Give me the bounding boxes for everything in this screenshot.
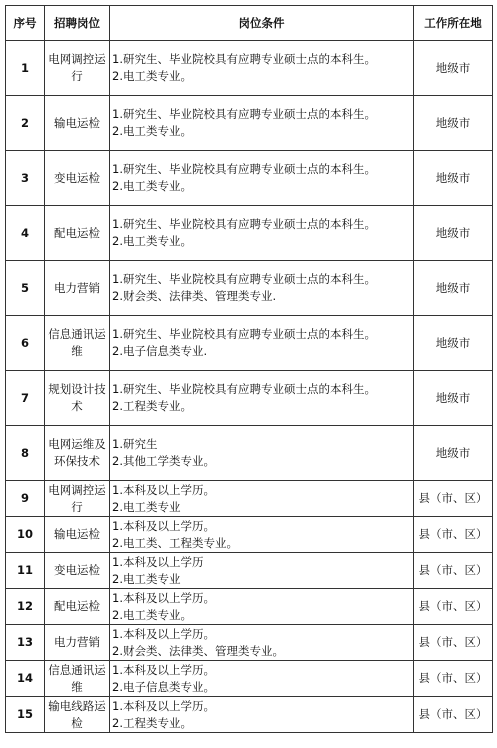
table-row: [6, 481, 493, 517]
condition-line-2: 2.电子信息类专业。: [112, 679, 215, 694]
cell-position: 信息通讯运维: [45, 661, 110, 697]
cell-conditions: [110, 481, 414, 517]
cell-location: 地级市: [414, 41, 493, 96]
cell-no: 5: [6, 261, 45, 316]
condition-line-1: 1.研究生、毕业院校具有应聘专业硕士点的本科生。: [112, 382, 376, 396]
condition-line-1: 1.本科及以上学历。: [112, 698, 215, 713]
condition-line-1: 1.本科及以上学历。: [112, 482, 215, 497]
condition-line-1: 1.本科及以上学历。: [112, 662, 215, 677]
table-row: [6, 553, 493, 589]
cell-position: 电力营销: [45, 261, 110, 316]
table-row: [6, 316, 493, 371]
cell-position: 变电运检: [45, 553, 110, 589]
cell-no: 9: [6, 481, 45, 517]
header-conditions: 岗位条件: [110, 6, 414, 41]
condition-line-1: 1.本科及以上学历。: [112, 518, 215, 533]
cell-conditions: [110, 261, 414, 316]
cell-position: 规划设计技术: [45, 371, 110, 426]
cell-conditions: [110, 426, 414, 481]
cell-location: 地级市: [414, 206, 493, 261]
condition-line-1: 1.本科及以上学历。: [112, 590, 215, 605]
cell-no: 11: [6, 553, 45, 589]
cell-conditions: [110, 371, 414, 426]
cell-no: 13: [6, 625, 45, 661]
table-row: [6, 697, 493, 733]
cell-no: 14: [6, 661, 45, 697]
table-row: [6, 371, 493, 426]
condition-line-2: 2.电工类专业。: [112, 234, 192, 248]
condition-line-2: 2.电工类专业。: [112, 69, 192, 83]
cell-conditions: [110, 151, 414, 206]
condition-line-2: 2.电工类专业。: [112, 179, 192, 193]
cell-location: 县（市、区）: [414, 481, 493, 517]
cell-location: 县（市、区）: [414, 661, 493, 697]
condition-line-2: 2.工程类专业。: [112, 399, 192, 413]
cell-no: 7: [6, 371, 45, 426]
cell-conditions: [110, 553, 414, 589]
condition-line-1: 1.研究生、毕业院校具有应聘专业硕士点的本科生。: [112, 272, 376, 286]
cell-position: 电网调控运行: [45, 481, 110, 517]
cell-no: 8: [6, 426, 45, 481]
cell-position: 信息通讯运维: [45, 316, 110, 371]
table-row: [6, 206, 493, 261]
cell-no: 15: [6, 697, 45, 733]
table-row: [6, 661, 493, 697]
cell-conditions: [110, 316, 414, 371]
condition-line-1: 1.本科及以上学历。: [112, 626, 215, 641]
cell-location: 地级市: [414, 426, 493, 481]
header-row: [6, 6, 493, 41]
cell-no: 3: [6, 151, 45, 206]
cell-no: 4: [6, 206, 45, 261]
condition-line-2: 2.财会类、法律类、管理类专业.: [112, 289, 277, 303]
cell-no: 6: [6, 316, 45, 371]
table-row: [6, 261, 493, 316]
cell-position: 输电运检: [45, 517, 110, 553]
cell-position: 电网调控运行: [45, 41, 110, 96]
cell-no: 1: [6, 41, 45, 96]
table-row: [6, 41, 493, 96]
cell-location: 县（市、区）: [414, 697, 493, 733]
table-row: [6, 151, 493, 206]
condition-line-2: 2.其他工学类专业。: [112, 454, 215, 468]
condition-line-1: 1.研究生: [112, 437, 158, 451]
cell-conditions: [110, 589, 414, 625]
cell-location: 县（市、区）: [414, 589, 493, 625]
cell-position: 输电线路运检: [45, 697, 110, 733]
cell-position: 电力营销: [45, 625, 110, 661]
condition-line-2: 2.电子信息类专业.: [112, 344, 208, 358]
condition-line-1: 1.研究生、毕业院校具有应聘专业硕士点的本科生。: [112, 162, 376, 176]
cell-location: 地级市: [414, 261, 493, 316]
cell-location: 县（市、区）: [414, 517, 493, 553]
condition-line-1: 1.研究生、毕业院校具有应聘专业硕士点的本科生。: [112, 217, 376, 231]
cell-position: 变电运检: [45, 151, 110, 206]
cell-conditions: [110, 41, 414, 96]
condition-line-1: 1.本科及以上学历: [112, 554, 204, 569]
table-header: [6, 6, 493, 41]
table-row: [6, 426, 493, 481]
condition-line-1: 1.研究生、毕业院校具有应聘专业硕士点的本科生。: [112, 327, 376, 341]
condition-line-1: 1.研究生、毕业院校具有应聘专业硕士点的本科生。: [112, 52, 376, 66]
cell-position: 配电运检: [45, 206, 110, 261]
condition-line-2: 2.电工类专业: [112, 499, 181, 514]
condition-line-2: 2.电工类专业。: [112, 124, 192, 138]
cell-conditions: [110, 517, 414, 553]
cell-location: 县（市、区）: [414, 625, 493, 661]
condition-line-2: 2.财会类、法律类、管理类专业。: [112, 643, 284, 658]
cell-location: 地级市: [414, 371, 493, 426]
cell-no: 10: [6, 517, 45, 553]
cell-no: 12: [6, 589, 45, 625]
table-row: [6, 589, 493, 625]
condition-line-1: 1.研究生、毕业院校具有应聘专业硕士点的本科生。: [112, 107, 376, 121]
table-row: [6, 517, 493, 553]
cell-conditions: [110, 96, 414, 151]
cell-conditions: [110, 697, 414, 733]
condition-line-2: 2.电工类专业: [112, 571, 181, 586]
cell-position: 配电运检: [45, 589, 110, 625]
cell-conditions: [110, 661, 414, 697]
cell-conditions: [110, 625, 414, 661]
recruitment-table: [5, 5, 493, 733]
cell-position: 电网运维及环保技术: [45, 426, 110, 481]
cell-location: 地级市: [414, 96, 493, 151]
header-no: 序号: [6, 6, 45, 41]
condition-line-2: 2.电工类专业。: [112, 607, 192, 622]
cell-location: 县（市、区）: [414, 553, 493, 589]
table-row: [6, 625, 493, 661]
condition-line-2: 2.电工类、工程类专业。: [112, 535, 238, 550]
header-location: 工作所在地: [414, 6, 493, 41]
condition-line-2: 2.工程类专业。: [112, 715, 192, 730]
cell-no: 2: [6, 96, 45, 151]
cell-position: 输电运检: [45, 96, 110, 151]
table-body: [6, 41, 493, 733]
table-row: [6, 96, 493, 151]
cell-location: 地级市: [414, 316, 493, 371]
cell-conditions: [110, 206, 414, 261]
header-position: 招聘岗位: [45, 6, 110, 41]
cell-location: 地级市: [414, 151, 493, 206]
